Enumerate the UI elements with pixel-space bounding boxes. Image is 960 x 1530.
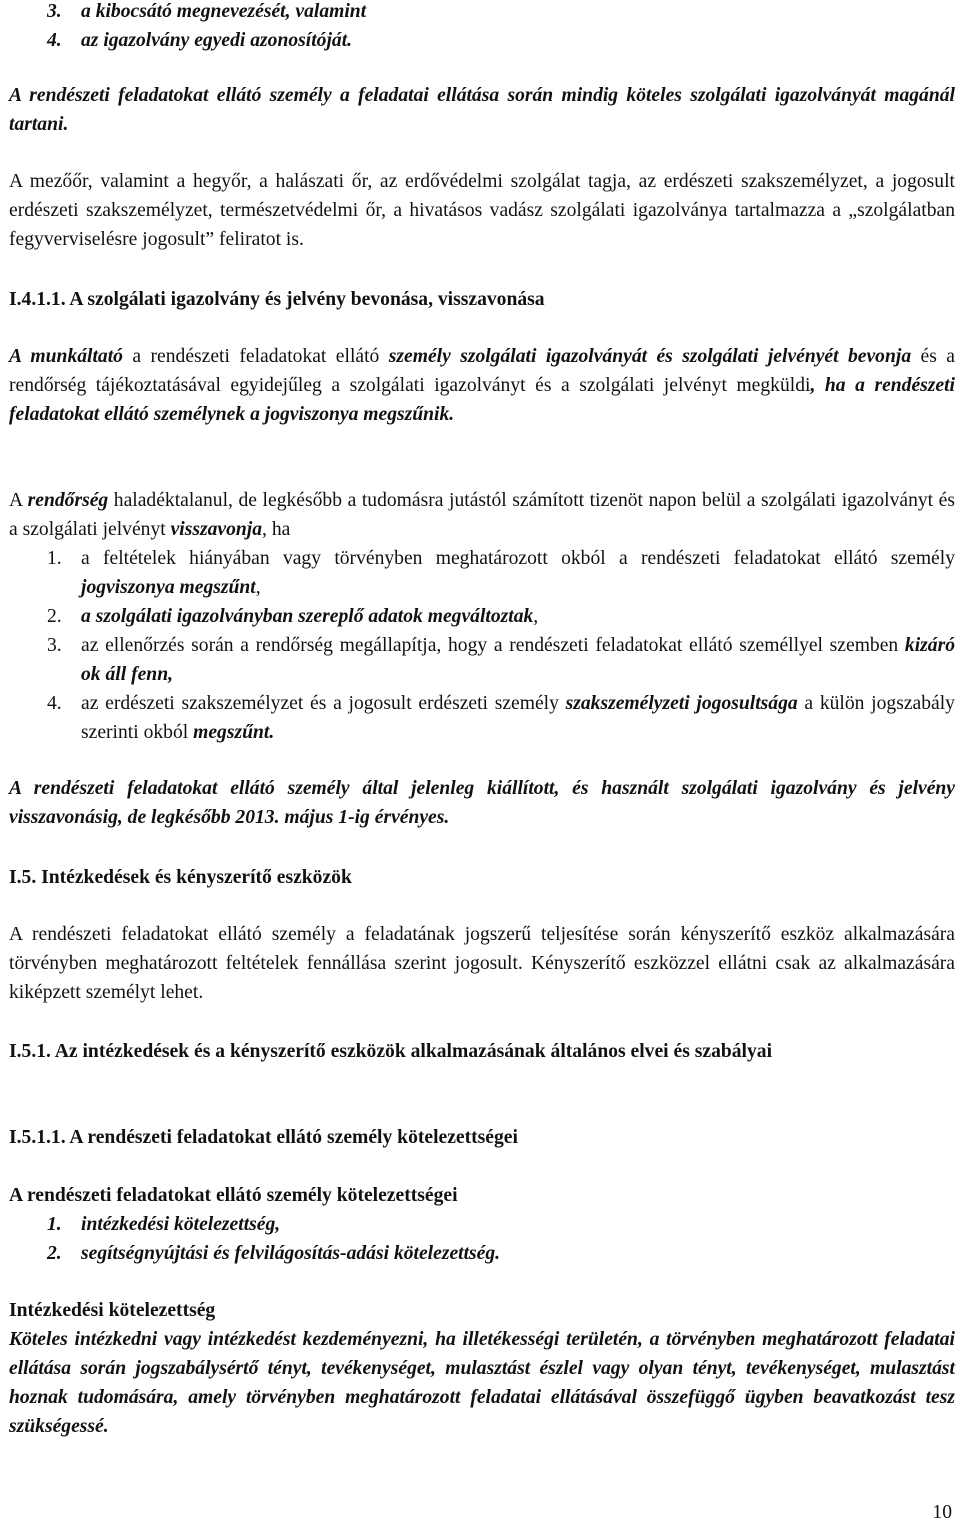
- list-item: 4. az erdészeti szakszemélyzet és a jogosult erdészeti személy szakszemélyzeti jogosultsága a külön jogszabály szerinti okból megszűnt.: [47, 693, 955, 743]
- intezkedesi-paragraph: Köteles intézkedni vagy intézkedést kezdeményezni, ha illetékességi területén, a törvényben meghatározott feladatai ellátása során jogszabálysértő tényt, tevékenységet, mulasztást észlel vagy olyan tényt, tevékenységet, mulasztást hoznak tudomására, amely törvényben meghatározott feladatai ellátásával összefüggő ügyben beavatkozást tesz szükségessé.: [9, 1329, 955, 1437]
- kenyszer-paragraph: A rendészeti feladatokat ellátó személy a feladatának jogszerű teljesítése során kényszerítő eszköz alkalmazására törvényben meghatározott feltételek fennállása szerint jogosult. Kényszerítő eszközzel ellátni csak az alkalmazására kiképzett személyt lehet.: [9, 924, 955, 1003]
- list-item: 2. a szolgálati igazolványban szereplő adatok megváltoztak,: [47, 606, 539, 627]
- list-item: 3. az ellenőrzés során a rendőrség megállapítja, hogy a rendészeti feladatokat ellátó személlyel szemben kizáró ok áll fenn,: [47, 635, 955, 685]
- list-item: 3. a kibocsátó megnevezését, valamint: [47, 1, 367, 22]
- list-item: 1. a feltételek hiányában vagy törvényben meghatározott okból a rendészeti feladatokat ellátó személy jogviszonya megszűnt,: [47, 548, 955, 598]
- heading-i4-1-1: I.4.1.1. A szolgálati igazolvány és jelvény bevonása, visszavonása: [9, 289, 545, 310]
- list-item: 2. segítségnyújtási és felvilágosítás-adási kötelezettség.: [47, 1243, 501, 1264]
- kotelezettsegek-list: [9, 1210, 955, 1268]
- visszavonas-list: [9, 544, 955, 747]
- kotelezettsegek-heading: A rendészeti feladatokat ellátó személy kötelezettségei: [9, 1185, 458, 1206]
- rendorseg-paragraph: A rendőrség haladéktalanul, de legkésőbb a tudomásra jutástól számított tizenöt napon belül a szolgálati igazolványt és a szolgálati jelvényt visszavonja, ha: [9, 490, 955, 540]
- ervenyesseg-paragraph: A rendészeti feladatokat ellátó személy által jelenleg kiállított, és használt szolgálati igazolvány és jelvény visszavonásig, de legkésőbb 2013. május 1-ig érvényes.: [9, 778, 955, 828]
- mezoor-paragraph: A mezőőr, valamint a hegyőr, a halászati őr, az erdővédelmi szolgálat tagja, az erdészeti szakszemélyzet, a jogosult erdészeti szakszemélyzet, természetvédelmi őr, a hivatásos vadász szolgálati igazolványa tartalmazza a „szolgálatban fegyverviselésre jogosult” feliratot is.: [9, 171, 955, 250]
- munkaltato-paragraph: A munkáltató a rendészeti feladatokat ellátó személy szolgálati igazolványát és szolgálati jelvényét bevonja és a rendőrség tájékoztatásával egyidejűleg a szolgálati igazolványt és a szolgálati jelvényt megküldi, ha a rendészeti feladatokat ellátó személynek a jogviszonya megszűnik.: [9, 346, 955, 425]
- heading-i5: I.5. Intézkedések és kényszerítő eszközök: [9, 867, 352, 888]
- list-item: 4. az igazolvány egyedi azonosítóját.: [47, 30, 353, 51]
- heading-i5-1: I.5.1. Az intézkedések és a kényszerítő eszközök alkalmazásának általános elvei és szabályai: [9, 1041, 773, 1062]
- top-list: [9, 0, 955, 55]
- list-item: 1. intézkedési kötelezettség,: [47, 1214, 281, 1235]
- carry-paragraph: A rendészeti feladatokat ellátó személy a feladatai ellátása során mindig köteles szolgálati igazolványát magánál tartani.: [9, 85, 955, 135]
- page-number: 10: [932, 1502, 952, 1523]
- heading-i5-1-1: I.5.1.1. A rendészeti feladatokat ellátó személy kötelezettségei: [9, 1127, 518, 1148]
- intezkedesi-heading: Intézkedési kötelezettség: [9, 1300, 216, 1321]
